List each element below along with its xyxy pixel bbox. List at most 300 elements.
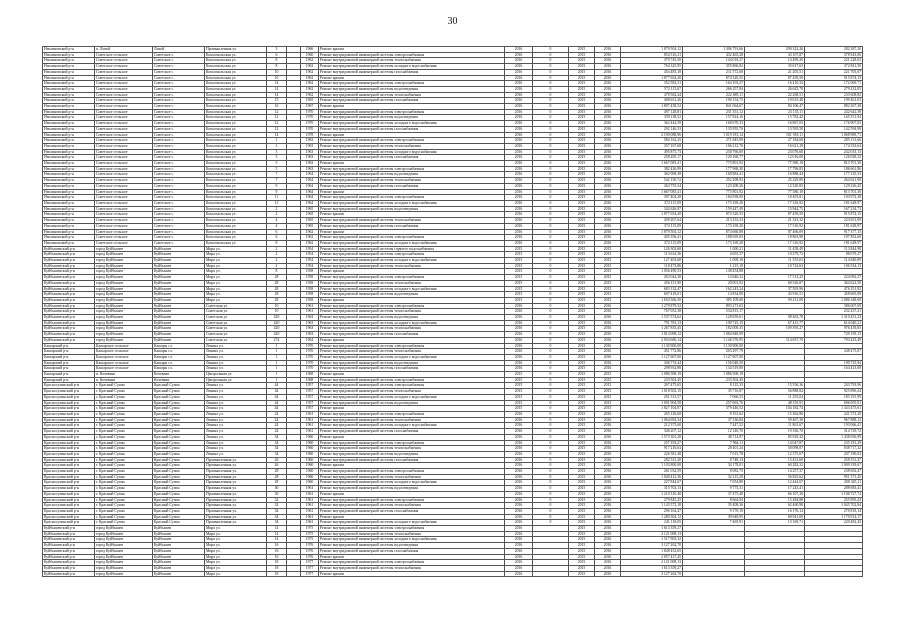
cell-fund_c: 729 159,13 [805,332,863,338]
cell-period_start: 2015 [505,246,533,252]
cell-district: Красносулинский р-н [43,457,95,463]
cell-house: 34 [267,451,287,457]
cell-year: 1957 [301,389,319,395]
cell-street: Промышленная ул. [205,520,267,526]
cell-fund_b: 50 098,07 [745,446,805,452]
cell-locality: Кочевани [153,372,205,378]
cell-cost: 764 325,95 [621,64,683,70]
cell-fund_b: 19 336,70 [745,429,805,435]
cell-work: Ремонт внутридомовой инженерной системы водоотведения [319,115,505,121]
cell-district: Красносулинский р-н [43,394,95,400]
cell-locality: Советское с. [153,143,205,149]
cell-locality: Куйбышев [153,258,205,264]
cell-house: 11 [267,195,287,201]
cell-street: Комсомольская ул. [205,229,267,235]
cell-settlement: Советское сельское [95,235,153,241]
cell-fund_b: 62 460,98 [745,503,805,509]
cell-period_a: 2015 [569,52,595,58]
cell-year: 1958 [301,297,319,303]
cell-fund_a: 1 084 848,99 [683,332,745,338]
cell-house: 44 [267,406,287,412]
cell-settlement: город Куйбышев [95,554,153,560]
cell-district: Неклиновский р-н [43,109,95,115]
cell-house: 28 [267,286,287,292]
cell-year: 1961 [301,309,319,315]
cell-work: Ремонт внутридомовой инженерной системы газоснабжения [319,126,505,132]
cell-house: 5 [267,161,287,167]
cell-fund_b: 27 184,60 [745,138,805,144]
cell-house: 24 [267,417,287,423]
cell-settlement: Советское сельское [95,115,153,121]
cell-period_start: 2015 [505,263,533,269]
cell-period_a: 2015 [569,451,595,457]
cell-locality: Красный Сулин [153,474,205,480]
cell-period_start: 2016 [505,52,533,58]
cell-period_a: 2015 [569,326,595,332]
cell-period_b: 2016 [595,469,621,475]
cell-year: 1960 [301,457,319,463]
cell-period_a: 2015 [569,343,595,349]
cell-house: 2 [267,212,287,218]
cell-flag: 0 [533,520,569,526]
cell-period_b: 2016 [595,121,621,127]
cell-street: Комсомольская ул. [205,98,267,104]
cell-house: 10 [267,309,287,315]
cell-district: Неклиновский р-н [43,143,95,149]
cell-fund_b: 85 929,32 [745,434,805,440]
cell-fund_b: 12 320,83 [745,183,805,189]
cell-period_b: 2016 [595,560,621,566]
cell-period_a: 2015 [569,337,595,343]
cell-locality: Куйбышев [153,286,205,292]
cell-period_start: 2016 [505,195,533,201]
cell-district: Куйбышевский р-н [43,320,95,326]
cell-period_a: 2015 [569,166,595,172]
cell-house: 8 [267,58,287,64]
cell-flag: 0 [533,75,569,81]
cell-settlement: Советское сельское [95,98,153,104]
cell-locality: Куйбышев [153,571,205,577]
cell-year: 1957 [301,400,319,406]
cell-period_a: 2015 [569,189,595,195]
cell-district: Красносулинский р-н [43,440,95,446]
cell-fund_c: 1 086 348,68 [805,297,863,303]
cell-work: Ремонт крыши [319,297,505,303]
cell-fund_a: 8 191,62 [683,412,745,418]
cell-year: 1961 [301,520,319,526]
cell-work: Ремонт внутридомовой инженерной системы газоснабжения [319,548,505,554]
cell-period_start: 2016 [505,86,533,92]
cell-fund_c: 476 351,92 [805,286,863,292]
cell-locality: Куйбышев [153,565,205,571]
cell-cost: 3 127 262,70 [621,571,683,577]
cell-period_a: 2015 [569,104,595,110]
cell-fund_a: 233 502,45 [683,377,745,383]
cell-street: Комсомольская ул. [205,64,267,70]
cell-house: 14 [267,86,287,92]
cell-flag: 0 [533,372,569,378]
cell-period_a: 2015 [569,514,595,520]
cell-fund_b: 37 593,96 [745,286,805,292]
cell-fund_c: 1 438 656,99 [805,434,863,440]
cell-period_b: 2016 [595,81,621,87]
cell-work: Ремонт внутридомовой инженерной системы электроснабжения [319,469,505,475]
cell-settlement: Кашарское сельское [95,343,153,349]
cell-street: Комсомольская ул. [205,109,267,115]
cell-cost: 1 879 504,12 [621,229,683,235]
cell-fund_a: 231 351,12 [683,109,745,115]
cell-period_start: 2015 [505,389,533,395]
cell-fund_c: 1 068 989,71 [805,132,863,138]
cell-period_b: 2015 [595,263,621,269]
cell-house: 24 [267,412,287,418]
cell-flag: 0 [533,149,569,155]
cell-district: Красносулинский р-н [43,463,95,469]
cell-district: Неклиновский р-н [43,229,95,235]
cell-period_b: 2016 [595,195,621,201]
cell-year: 1975 [301,537,319,543]
cell-fund_c: 285 131,66 [805,138,863,144]
cell-settlement: город Куйбышев [95,531,153,537]
cell-street: Комсомольская ул. [205,138,267,144]
cell-fund_b: 16 621,28 [745,143,805,149]
cell-year: 1960 [301,480,319,486]
cell-street: Промышленная ул. [205,497,267,503]
cell-period_b: 2015 [595,394,621,400]
cell-locality: Советское с. [153,240,205,246]
cell-period_start: 2015 [505,394,533,400]
cell-work: Ремонт внутридомовой инженерной системы водоотведения [319,206,505,212]
cell-flag: 0 [533,126,569,132]
cell-period_a: 2015 [569,115,595,121]
cell-fund_c: 223 651,09 [805,218,863,224]
cell-year: 1958 [301,269,319,275]
cell-cost: 917 216,63 [621,446,683,452]
cell-locality: Советское с. [153,161,205,167]
cell-period_b: 2016 [595,240,621,246]
cell-period_a: 2015 [569,47,595,53]
cell-fund_a: 1 009,16 [683,258,745,264]
cell-street: Мира ул. [205,560,267,566]
cell-cost: 265 126,68 [621,412,683,418]
cell-work: Ремонт внутридомовой инженерной системы электроснабжения [319,52,505,58]
cell-settlement: город Куйбышев [95,263,153,269]
cell-street: Мира ул. [205,548,267,554]
cell-flag: 0 [533,115,569,121]
cell-fund_a: 164 103,27 [683,81,745,87]
cell-fund_b: 23 076,60 [745,149,805,155]
cell-period_b: 2016 [595,554,621,560]
cell-flag: 0 [533,195,569,201]
cell-cost: 1 279 879,32 [621,303,683,309]
cell-work: Ремонт внутридомовой инженерной системы теплоснабжения [319,263,505,269]
cell-period_start: 2015 [505,286,533,292]
cell-locality: Кашары сл. [153,354,205,360]
cell-fund_b: 18 493,81 [745,195,805,201]
cell-street: Комсомольская ул. [205,172,267,178]
cell-street: Комсомольская ул. [205,143,267,149]
cell-cost: 1 130 900,00 [621,343,683,349]
cell-period_start: 2015 [505,292,533,298]
cell-work: Ремонт внутридомовой инженерной системы холодного водоснабжения [319,258,505,264]
cell-year: 1970 [301,360,319,366]
cell-house: 8 [267,64,287,70]
cell-cost: 1 877 654,20 [621,212,683,218]
cell-work: Ремонт внутридомовой инженерной системы теплоснабжения [319,474,505,480]
cell-locality: Советское с. [153,206,205,212]
cell-period_a: 2015 [569,81,595,87]
cell-flag: 0 [533,143,569,149]
cell-fund_c: 174 333,64 [805,143,863,149]
cell-work: Ремонт внутридомовой инженерной системы газоснабжения [319,332,505,338]
cell-street: Мира ул. [205,286,267,292]
cell-locality: Советское с. [153,52,205,58]
cell-fund_c: 458 665,08 [805,292,863,298]
cell-fund_b: 66 107,26 [745,491,805,497]
cell-cost: 241 118,05 [621,520,683,526]
cell-street: Промышленная ул. [205,503,267,509]
cell-period_a: 2015 [569,75,595,81]
cell-house: 3 [267,149,287,155]
cell-district: Неклиновский р-н [43,58,95,64]
cell-district: Кашарский р-н [43,343,95,349]
cell-locality: Красный Сулин [153,451,205,457]
cell-street: Комсомольская ул. [205,183,267,189]
cell-fund_a: 379 446,52 [683,406,745,412]
cell-district: Красносулинский р-н [43,451,95,457]
cell-period_start: 2015 [505,269,533,275]
cell-street: Комсомольская ул. [205,115,267,121]
cell-fund_a: 34 178,01 [683,463,745,469]
cell-flag: 0 [533,451,569,457]
cell-work: Ремонт внутридомовой инженерной системы теплоснабжения [319,218,505,224]
cell-district: Неклиновский р-н [43,218,95,224]
cell-period_b: 2016 [595,161,621,167]
cell-street: Комсомольская ул. [205,212,267,218]
cell-period_a: 2015 [569,98,595,104]
cell-fund_c: 172 069,71 [805,81,863,87]
cell-locality: Советское с. [153,149,205,155]
cell-fund_c: 207 190,03 [805,451,863,457]
cell-cost: 372 115,09 [621,223,683,229]
cell-cost: 2 057 417,45 [621,554,683,560]
cell-work: Ремонт внутридомовой инженерной системы теплоснабжения [319,565,505,571]
cell-settlement: Советское сельское [95,155,153,161]
cell-locality: Куйбышев [153,548,205,554]
cell-work: Ремонт внутридомовой инженерной системы электроснабжения [319,377,505,383]
cell-fund_a: 1 019 181,14 [683,132,745,138]
cell-period_b: 2016 [595,109,621,115]
cell-house: 8 [267,269,287,275]
cell-district: Кашарский р-н [43,349,95,355]
cell-street: Советская ул. [205,337,267,343]
cell-fund_b: 56 888,84 [745,389,805,395]
cell-fund_a: 135 955,76 [683,126,745,132]
cell-street: Комсомольская ул. [205,86,267,92]
cell-district: Неклиновский р-н [43,166,95,172]
cell-street: Центральная ул. [205,377,267,383]
cell-cost: 405 356,41 [621,235,683,241]
cell-settlement: город Куйбышев [95,320,153,326]
cell-cost: 257 193,27 [621,440,683,446]
cell-settlement: г. Красный Сулин [95,514,153,520]
cell-work: Ремонт внутридомовой инженерной системы электроснабжения [319,412,505,418]
cell-settlement: город Куйбышев [95,560,153,566]
cell-year: 1961 [301,423,319,429]
cell-street: Ленина ул. [205,412,267,418]
cell-settlement: город Куйбышев [95,286,153,292]
cell-street: Мира ул. [205,571,267,577]
cell-period_b: 2016 [595,429,621,435]
cell-period_start: 2016 [505,121,533,127]
cell-locality: Советское с. [153,212,205,218]
cell-fund_a: 7 054,89 [683,480,745,486]
cell-period_a: 2015 [569,548,595,554]
cell-locality: Советское с. [153,195,205,201]
cell-locality: Советское с. [153,229,205,235]
cell-cost: 458 207,64 [621,218,683,224]
cell-fund_c: 364 622,50 [805,280,863,286]
cell-flag: 0 [533,258,569,264]
cell-period_a: 2015 [569,394,595,400]
cell-period_start: 2015 [505,400,533,406]
cell-period_start: 2016 [505,138,533,144]
cell-year: 1962 [301,240,319,246]
cell-work: Ремонт крыши [319,132,505,138]
cell-period_start: 2015 [505,275,533,281]
cell-year: 1965 [301,212,319,218]
cell-flag: 0 [533,64,569,70]
cell-period_a: 2015 [569,446,595,452]
cell-fund_a: 7 447,52 [683,423,745,429]
cell-year: 1963 [301,138,319,144]
cell-street: Мира ул. [205,275,267,281]
cell-cost: 357 167,68 [621,143,683,149]
cell-district: Красносулинский р-н [43,486,95,492]
cell-settlement: Советское сельское [95,195,153,201]
cell-period_a: 2015 [569,200,595,206]
cell-work: Ремонт внутридомовой инженерной системы холодного водоснабжения [319,286,505,292]
cell-period_start: 2015 [505,383,533,389]
cell-period_a: 2015 [569,503,595,509]
cell-locality: Советское с. [153,58,205,64]
cell-cost: 1 667 083,41 [621,161,683,167]
cell-flag: 0 [533,394,569,400]
cell-period_b: 2016 [595,200,621,206]
cell-work: Ремонт внутридомовой инженерной системы электроснабжения [319,195,505,201]
cell-period_start: 2016 [505,451,533,457]
cell-period_start: 2016 [505,326,533,332]
cell-period_a: 2015 [569,497,595,503]
cell-period_a: 2015 [569,206,595,212]
cell-fund_c: 129 226,45 [805,183,863,189]
cell-house: 44 [267,389,287,395]
cell-house: 5 [267,166,287,172]
cell-district: Красносулинский р-н [43,469,95,475]
cell-street: Мира ул. [205,531,267,537]
cell-settlement: город Куйбышев [95,548,153,554]
cell-house: 2 [267,252,287,258]
cell-street: Промышленная ул. [205,474,267,480]
cell-district: Куйбышевский р-н [43,526,95,532]
cell-flag: 0 [533,440,569,446]
cell-year: 1965 [301,223,319,229]
cell-fund_a: 14 646,32 [683,275,745,281]
cell-period_b: 2016 [595,229,621,235]
cell-work: Ремонт крыши [319,554,505,560]
cell-house: 28 [267,280,287,286]
cell-house: 44 [267,400,287,406]
cell-period_a: 2015 [569,269,595,275]
cell-fund_a: 37 475,40 [683,491,745,497]
cell-year: 1970 [301,366,319,372]
cell-flag: 0 [533,104,569,110]
cell-district: Куйбышевский р-н [43,286,95,292]
cell-settlement: Советское сельское [95,240,153,246]
cell-locality: Красный Сулин [153,412,205,418]
cell-year: 1954 [301,246,319,252]
cell-period_b: 2016 [595,183,621,189]
cell-period_a: 2015 [569,560,595,566]
cell-street: Мира ул. [205,252,267,258]
cell-cost: 372 115,09 [621,240,683,246]
cell-flag: 0 [533,463,569,469]
cell-period_b: 2016 [595,69,621,75]
cell-district: Неклиновский р-н [43,189,95,195]
cell-cost: 1 877 654,20 [621,75,683,81]
cell-year: 1954 [301,263,319,269]
cell-settlement: г. Красный Сулин [95,383,153,389]
cell-settlement: г. Красный Сулин [95,412,153,418]
cell-flag: 0 [533,92,569,98]
cell-year: 1977 [301,560,319,566]
cell-fund_c: 235 181,29 [805,440,863,446]
cell-period_b: 2016 [595,366,621,372]
cell-settlement: Советское сельское [95,206,153,212]
cell-work: Ремонт внутридомовой инженерной системы электроснабжения [319,235,505,241]
cell-period_b: 2016 [595,326,621,332]
cell-district: Неклиновский р-н [43,183,95,189]
cell-street: Ленина ул. [205,446,267,452]
cell-flag: 0 [533,206,569,212]
cell-fund_a: 134 519,80 [683,366,745,372]
cell-district: Неклиновский р-н [43,138,95,144]
cell-fund_a: 252 298,93 [683,178,745,184]
cell-work: Ремонт внутридомовой инженерной системы электроснабжения [319,138,505,144]
cell-street: Мира ул. [205,543,267,549]
cell-period_b: 2016 [595,571,621,577]
cell-fund_a: 9 170,19 [683,508,745,514]
cell-street: Комсомольская ул. [205,104,267,110]
cell-district: Неклиновский р-н [43,200,95,206]
cell-flag: 0 [533,337,569,343]
cell-street: Советская ул. [205,332,267,338]
cell-fund_a: 271 845,99 [683,138,745,144]
cell-settlement: г. Красный Сулин [95,457,153,463]
cell-flag: 0 [533,469,569,475]
cell-flag: 0 [533,434,569,440]
cell-cost: 542 150,72 [621,178,683,184]
cell-flag: 0 [533,155,569,161]
cell-work: Ремонт внутридомовой инженерной системы теплоснабжения [319,326,505,332]
cell-fund_a: 35 408,36 [683,503,745,509]
cell-work: Ремонт внутридомовой инженерной системы электроснабжения [319,275,505,281]
cell-year: 1964 [301,200,319,206]
cell-flag: 0 [533,491,569,497]
cell-fund_b: 11 458,49 [745,246,805,252]
cell-settlement: п. Кочевани [95,377,153,383]
cell-locality: Красный Сулин [153,520,205,526]
